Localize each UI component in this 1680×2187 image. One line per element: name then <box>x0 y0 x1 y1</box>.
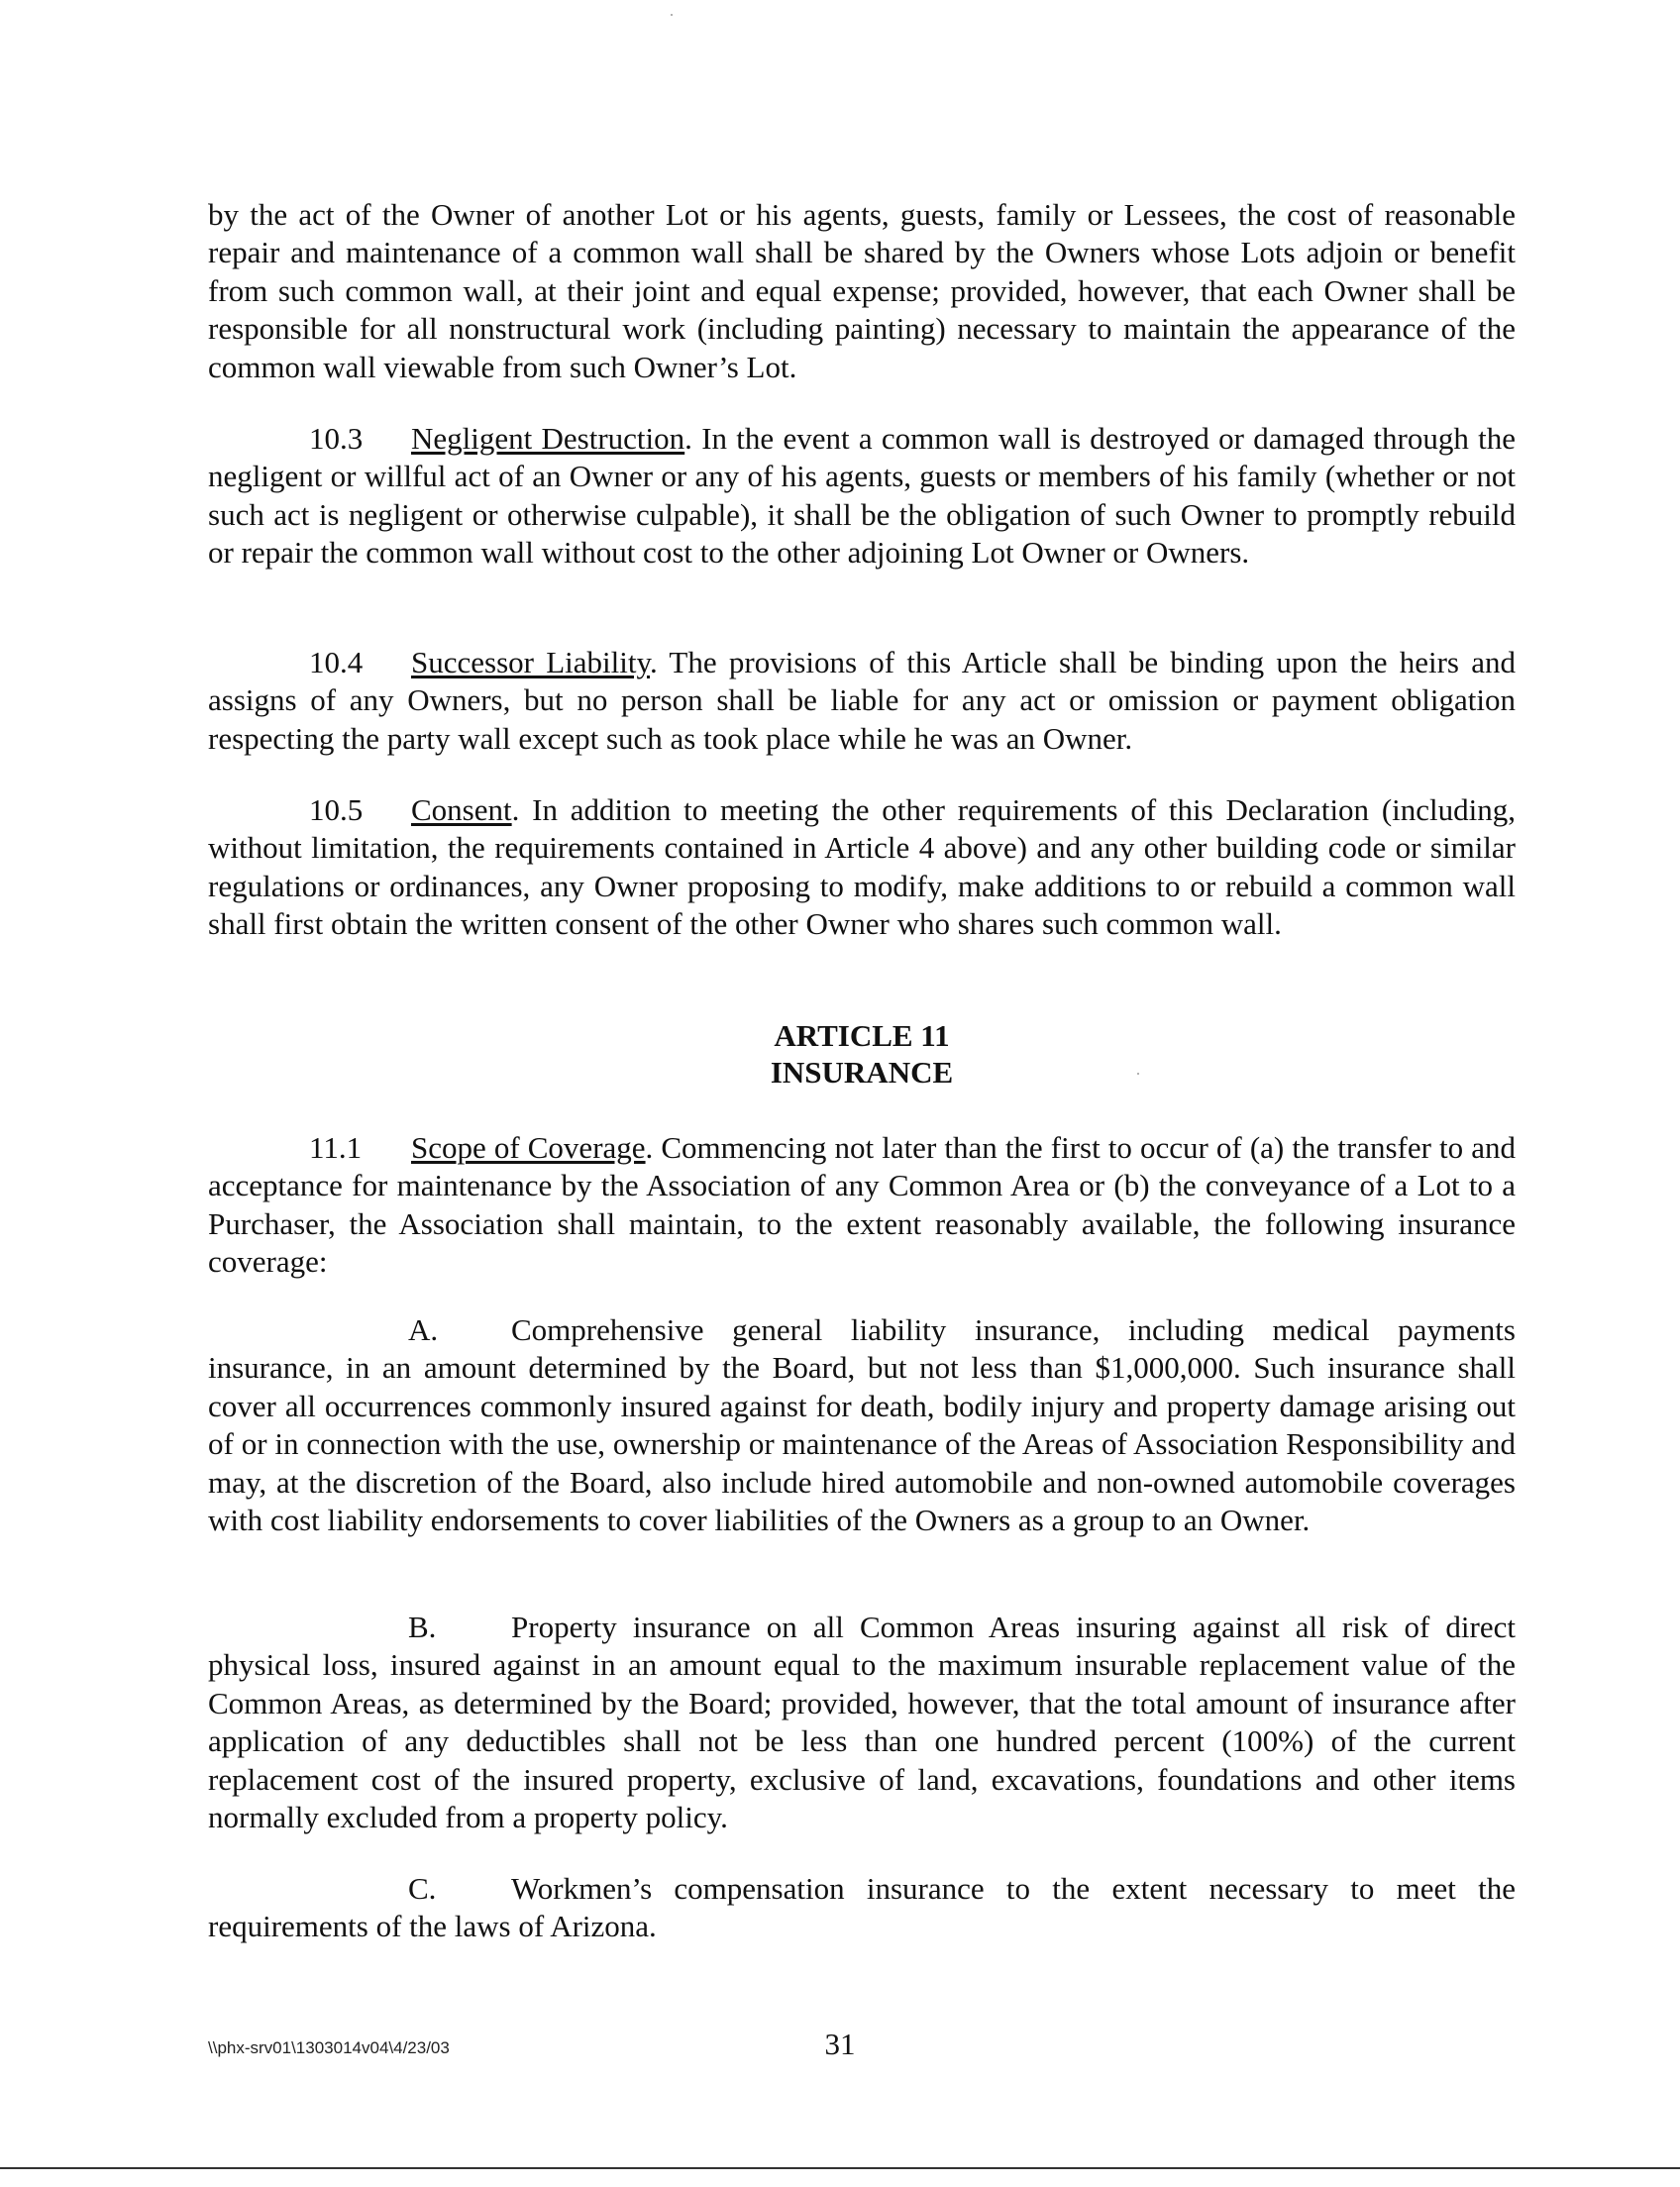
item-text: Property insurance on all Common Areas insuring against all risk of direct physical loss, insured against in an amount equal to the maximum insurable replacement value of the Common Areas, as determined by the Board; provided, however, that the total amount of insurance after application of any deductibles shall not be less than one hundred percent (100%) of the current replacement cost of the insured property, exclusive of land, excavations, foundations and other items normally excluded from a property policy. <box>208 1610 1516 1835</box>
section-title: Successor Liability <box>411 645 650 679</box>
document-id: \\phx-srv01\1303014v04\4/23/03 <box>208 2038 450 2057</box>
item-label: C. <box>408 1871 437 1906</box>
section-11-1 <box>208 1129 1516 1282</box>
section-10-3 <box>208 420 1516 573</box>
section-body: . The provisions of this Article shall be binding upon the heirs and assigns of any Owners, but no person shall be liable for any act or omission or payment obligation respecting the party wall except such as took place while he was an Owner. <box>208 645 1516 756</box>
section-number: 10.5 <box>309 792 364 827</box>
item-label: A. <box>408 1312 439 1347</box>
coverage-item-b <box>208 1609 1516 1836</box>
section-title: Scope of Coverage <box>411 1130 646 1165</box>
section-body: . In the event a common wall is destroyed or damaged through the negligent or willful act of an Owner or any of his agents, guests or members of his family (whether or not such act is negligent or otherwise culpable), it shall be the obligation of such Owner to promptly rebuild or repair the common wall without cost to the other adjoining Lot Owner or Owners. <box>208 421 1516 571</box>
coverage-item-a <box>208 1311 1516 1539</box>
section-body: . Commencing not later than the first to occur of (a) the transfer to and acceptance for maintenance by the Association of any Common Area or (b) the conveyance of a Lot to a Purchaser, the Association shall maintain, to the extent reasonably available, the following insurance coverage: <box>208 1130 1516 1280</box>
item-text: Comprehensive general liability insurance, including medical payments insurance, in an amount determined by the Board, but not less than $1,000,000. Such insurance shall cover all occurrences commonly insured against for death, bodily injury and property damage arising out of or in connection with the use, ownership or maintenance of the Areas of Association Responsibility and may, at the discretion of the Board, also include hired automobile and non-owned automobile coverages with cost liability endorsements to cover liabilities of the Owners as a group to an Owner. <box>208 1312 1516 1538</box>
section-number: 10.3 <box>309 421 364 456</box>
section-title: Consent <box>411 792 512 827</box>
section-10-4 <box>208 644 1516 758</box>
coverage-item-c <box>208 1870 1516 1946</box>
section-title: Negligent Destruction <box>411 421 685 456</box>
item-text: Workmen’s compensation insurance to the extent necessary to meet the requirements of the laws of Arizona. <box>208 1871 1516 1944</box>
section-number: 11.1 <box>309 1130 363 1165</box>
section-number: 10.4 <box>309 645 364 679</box>
section-10-5 <box>208 791 1516 944</box>
item-label: B. <box>408 1610 437 1644</box>
continuation-paragraph: by the act of the Owner of another Lot or his agents, guests, family or Lessees, the cost of reasonable repair and maintenance of a common wall shall be shared by the Owners whose Lots adjoin or benefit from such common wall, at their joint and equal expense; provided, however, that each Owner shall be responsible for all nonstructural work (including painting) necessary to maintain the appearance of the common wall viewable from such Owner’s Lot. <box>208 197 1516 384</box>
article-number: ARTICLE 11 <box>774 1018 950 1053</box>
scan-speck <box>671 14 673 16</box>
section-body: . In addition to meeting the other requirements of this Declaration (including, without limitation, the requirements contained in Article 4 above) and any other building code or similar regulations or ordinances, any Owner proposing to modify, make additions to or rebuild a common wall shall first obtain the written consent of the other Owner who shares such common wall. <box>208 792 1516 942</box>
article-title: INSURANCE <box>770 1055 954 1090</box>
page-number: 31 <box>824 2027 856 2061</box>
scan-edge-line <box>0 2167 1680 2169</box>
